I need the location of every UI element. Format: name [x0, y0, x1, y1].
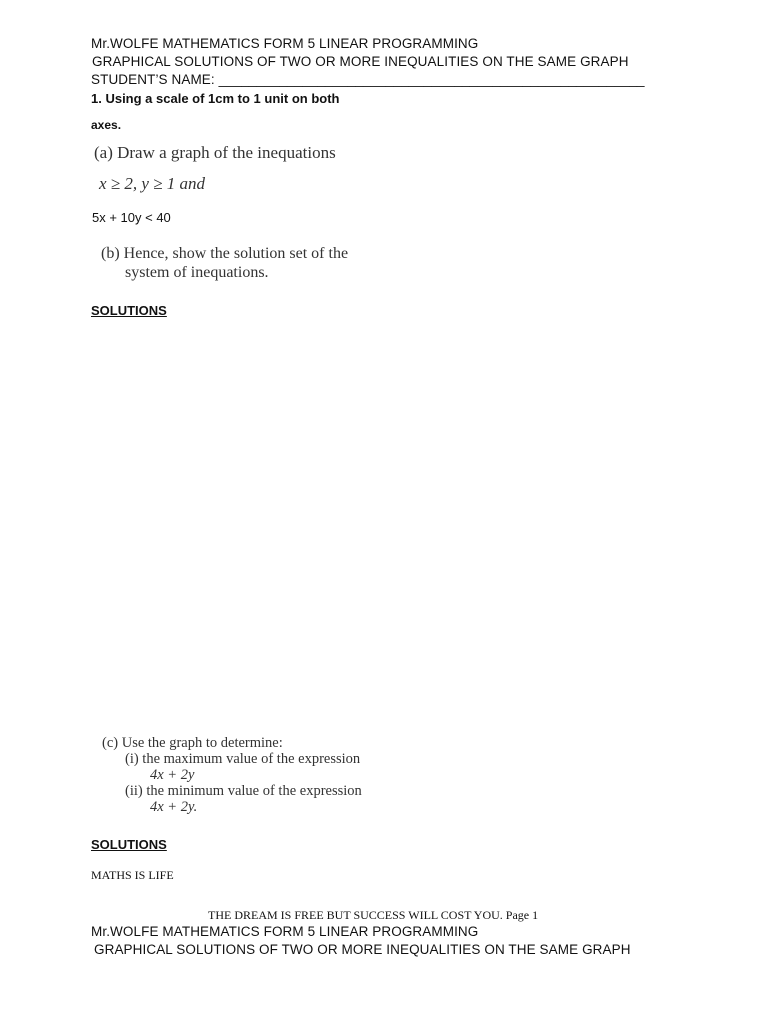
part-a-third-inequality: 5x + 10y < 40 — [92, 210, 171, 225]
part-b-cont: system of inequations. — [125, 264, 269, 281]
part-a-inequalities: x ≥ 2, y ≥ 1 and — [99, 174, 206, 193]
footer-center: THE DREAM IS FREE BUT SUCCESS WILL COST YOU. Page 1 — [208, 908, 539, 922]
part-c-heading: (c) Use the graph to determine: — [102, 735, 283, 751]
part-c-item-ii-expression: 4x + 2y. — [150, 799, 198, 815]
solutions-heading-2: SOLUTIONS — [91, 837, 167, 852]
solutions-heading-1: SOLUTIONS — [91, 303, 167, 318]
part-c-item-ii: (ii) the minimum value of the expression — [125, 783, 362, 799]
part-c-item-i: (i) the maximum value of the expression — [125, 751, 361, 767]
student-name-line: STUDENT’S NAME: ________________________________________________________ — [91, 72, 645, 87]
question-intro-cont: axes. — [91, 118, 122, 132]
next-page-header-subtitle: GRAPHICAL SOLUTIONS OF TWO OR MORE INEQUALITIES ON THE SAME GRAPH — [94, 942, 631, 957]
part-b-heading: (b) Hence, show the solution set of the — [101, 245, 349, 262]
question-intro: 1. Using a scale of 1cm to 1 unit on both — [91, 91, 340, 106]
part-a-heading: (a) Draw a graph of the inequations — [94, 143, 336, 162]
header-subtitle: GRAPHICAL SOLUTIONS OF TWO OR MORE INEQUALITIES ON THE SAME GRAPH — [92, 54, 629, 69]
part-c-item-i-expression: 4x + 2y — [150, 767, 195, 783]
footer-left: MATHS IS LIFE — [91, 868, 174, 882]
next-page-header-title: Mr.WOLFE MATHEMATICS FORM 5 LINEAR PROGRAMMING — [91, 924, 479, 939]
header-title: Mr.WOLFE MATHEMATICS FORM 5 LINEAR PROGRAMMING — [91, 36, 479, 51]
